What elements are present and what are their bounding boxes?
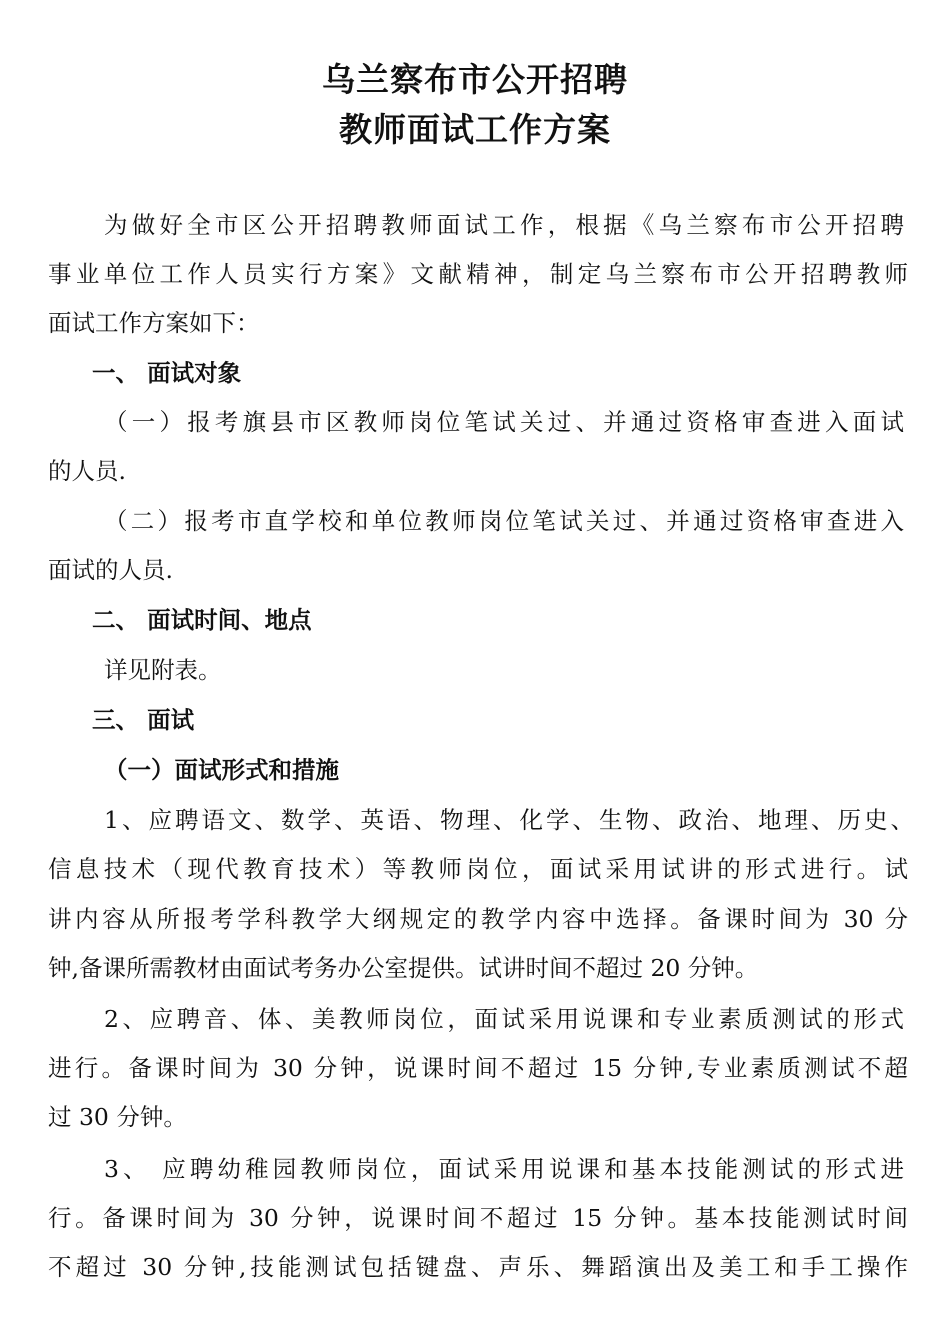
section-1-item-2-line-1: （二）报考市直学校和单位教师岗位笔试关过、并通过资格审查进入 <box>104 507 904 535</box>
section-1-heading: 一、 面试对象 <box>92 359 242 387</box>
section-3-sub-heading: （一）面试形式和措施 <box>104 756 339 784</box>
section-3-para-1-line-1: 1、应聘语文、数学、英语、物理、化学、生物、政治、地理、历史、 <box>104 806 914 834</box>
section-2-body: 详见附表。 <box>104 656 222 684</box>
section-3-para-1-line-3: 讲内容从所报考学科教学大纲规定的教学内容中选择。备课时间为 30 分 <box>48 905 908 933</box>
document-title-line-1: 乌兰察布市公开招聘 <box>322 60 628 99</box>
intro-line-2: 事业单位工作人员实行方案》文献精神，制定乌兰察布市公开招聘教师 <box>48 260 908 288</box>
section-2-heading: 二、 面试时间、地点 <box>92 606 312 634</box>
section-3-para-2-line-3: 过 30 分钟。 <box>48 1103 187 1131</box>
section-3-para-2-line-2: 进行。备课时间为 30 分钟，说课时间不超过 15 分钟,专业素质测试不超 <box>48 1054 908 1082</box>
section-3-para-3-line-1: 3、 应聘幼稚园教师岗位，面试采用说课和基本技能测试的形式进 <box>104 1155 904 1183</box>
section-3-para-1-line-4: 钟,备课所需教材由面试考务办公室提供。试讲时间不超过 20 分钟。 <box>48 954 759 982</box>
section-1-item-2-line-2: 面试的人员. <box>48 556 173 584</box>
section-3-para-3-line-2: 行。备课时间为 30 分钟，说课时间不超过 15 分钟。基本技能测试时间 <box>48 1204 908 1232</box>
document-title-line-2: 教师面试工作方案 <box>339 110 611 149</box>
section-3-para-3-line-3: 不超过 30 分钟,技能测试包括键盘、声乐、舞蹈演出及美工和手工操作 <box>48 1253 908 1281</box>
intro-line-3: 面试工作方案如下： <box>48 309 260 337</box>
intro-line-1: 为做好全市区公开招聘教师面试工作，根据《乌兰察布市公开招聘 <box>104 211 904 239</box>
section-1-item-1-line-1: （一）报考旗县市区教师岗位笔试关过、并通过资格审查进入面试 <box>104 408 904 436</box>
section-1-item-1-line-2: 的人员. <box>48 457 126 485</box>
section-3-para-2-line-1: 2、应聘音、体、美教师岗位，面试采用说课和专业素质测试的形式 <box>104 1005 904 1033</box>
section-3-heading: 三、 面试 <box>92 706 195 734</box>
section-3-para-1-line-2: 信息技术（现代教育技术）等教师岗位，面试采用试讲的形式进行。试 <box>48 855 908 883</box>
